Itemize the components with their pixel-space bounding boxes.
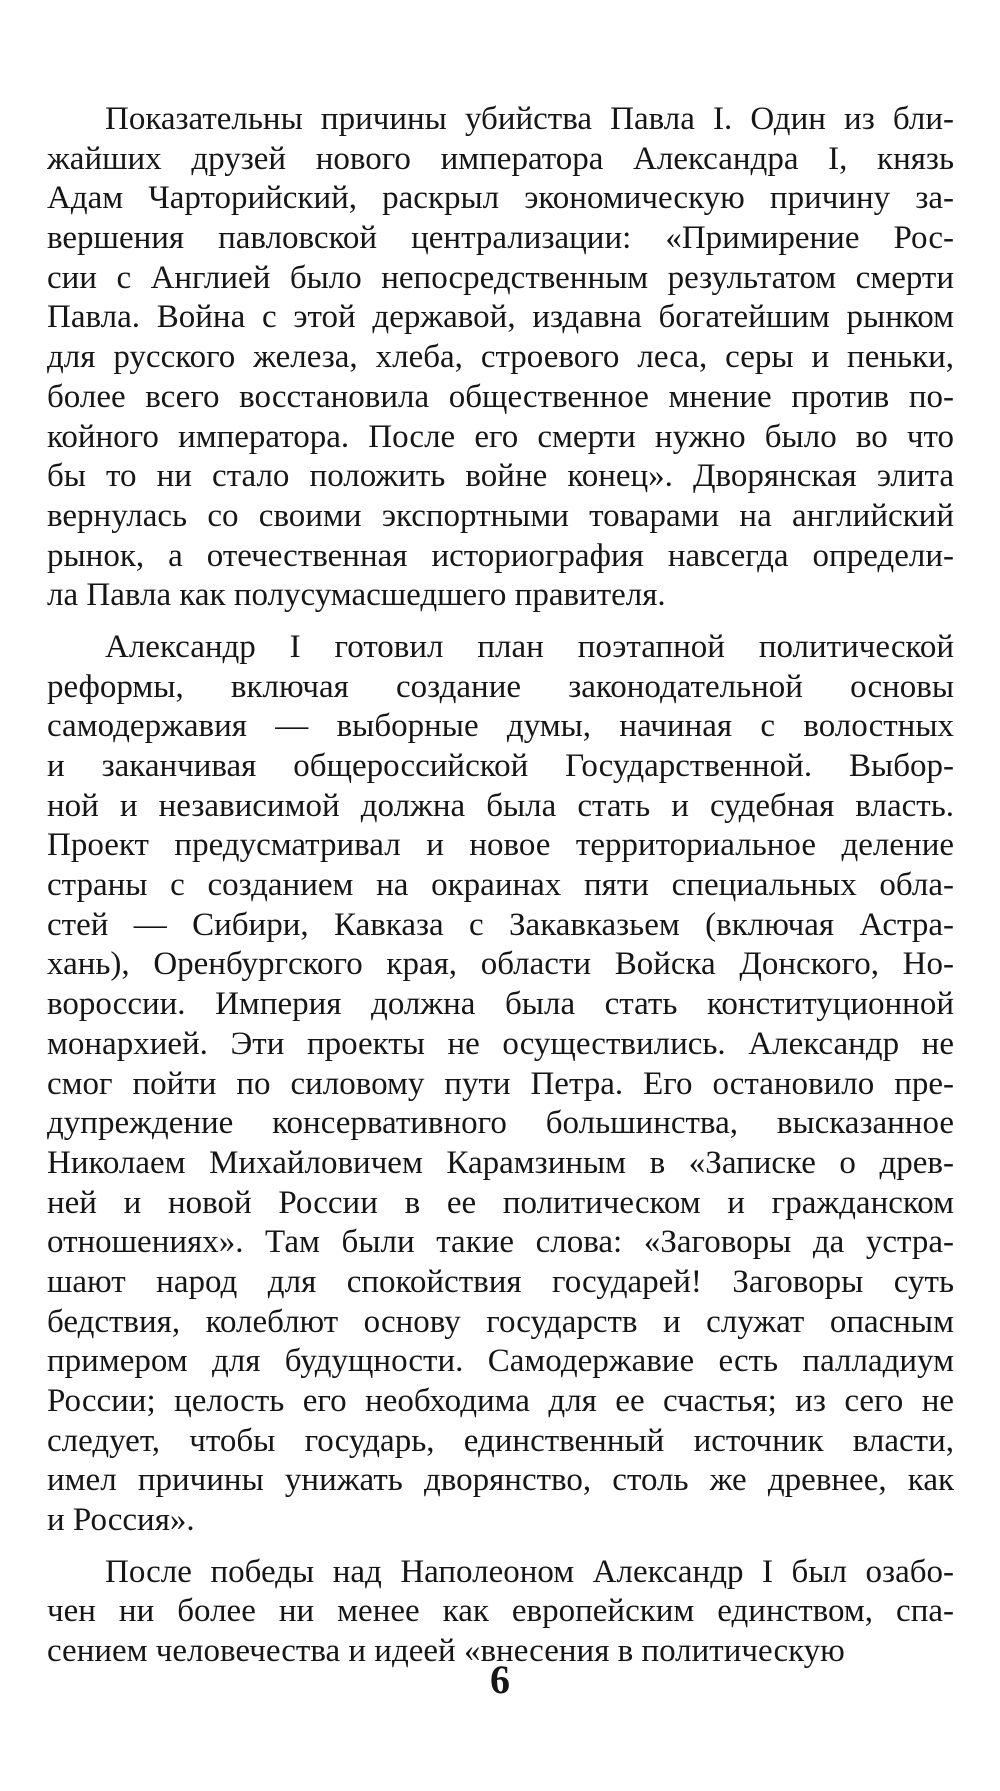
text-line: жайших друзей нового императора Александра I, князь	[47, 140, 954, 177]
text-line: и заканчивая общероссийской Государственной. Выбор-	[47, 748, 954, 784]
text-line: сии с Англией было непосредственным результатом смерти	[47, 259, 954, 296]
text-line: Александр I готовил план поэтапной политической	[105, 628, 954, 665]
text-line: смог пойти по силовому пути Петра. Его остановило пре-	[47, 1065, 954, 1102]
text-line: дупреждение консервативного большинства, высказанное	[47, 1105, 954, 1142]
paragraph	[47, 100, 954, 616]
body-text	[47, 100, 954, 1672]
text-line: После победы над Наполеоном Александр I был озабо-	[105, 1553, 954, 1590]
text-line: шают народ для спокойствия государей! Заговоры суть	[47, 1263, 954, 1300]
text-line: Проект предусматривал и новое территориальное деление	[47, 827, 954, 864]
text-line: вернулась со своими экспортными товарами на английский	[47, 497, 954, 534]
text-line: и Россия».	[47, 1502, 195, 1539]
text-line: следует, чтобы государь, единственный источник власти,	[47, 1422, 954, 1459]
text-line: вершения павловской централизации: «Примирение Рос-	[47, 220, 954, 257]
paragraph-gap	[47, 616, 954, 628]
text-line: монархией. Эти проекты не осуществились. Александр не	[47, 1025, 954, 1062]
text-line: бедствия, колеблют основу государств и служат опасным	[47, 1303, 954, 1340]
text-line: вороссии. Империя должна была стать конституционной	[47, 986, 954, 1023]
paragraph-gap	[47, 1541, 954, 1553]
text-line: самодержавия — выборные думы, начиная с волостных	[47, 708, 954, 745]
text-line: рынок, а отечественная историография навсегда определи-	[47, 537, 954, 574]
text-line: более всего восстановила общественное мнение против по-	[47, 378, 954, 415]
page-number: 6	[490, 1657, 510, 1702]
text-line: бы то ни стало положить войне конец». Дворянская элита	[47, 458, 954, 495]
text-line: чен ни более ни менее как европейским единством, спа-	[47, 1593, 954, 1630]
text-line: Адам Чарторийский, раскрыл экономическую причину за-	[47, 180, 954, 217]
text-line: имел причины унижать дворянство, столь же древнее, как	[47, 1462, 954, 1499]
text-line: России; целость его необходима для ее счастья; из сего не	[47, 1383, 954, 1419]
text-line: страны с созданием на окраинах пяти специальных обла-	[47, 867, 954, 904]
text-line: примером для будущности. Самодержавие есть палладиум	[47, 1343, 954, 1380]
text-line: реформы, включая создание законодательной основы	[47, 668, 954, 705]
paragraph	[47, 1553, 954, 1672]
text-line: Николаем Михайловичем Карамзиным в «Записке о древ-	[47, 1144, 954, 1181]
text-line: для русского железа, хлеба, строевого леса, серы и пеньки,	[47, 339, 954, 376]
text-line: ной и независимой должна была стать и судебная власть.	[47, 787, 954, 824]
text-line: хань), Оренбургского края, области Войска Донского, Но-	[47, 946, 954, 983]
text-line: Показательны причины убийства Павла I. Один из бли-	[105, 101, 954, 137]
paragraph	[47, 628, 954, 1541]
text-line: сением человечества и идеей «внесения в политическую	[47, 1633, 845, 1670]
text-line: стей — Сибири, Кавказа с Закавказьем (включая Астра-	[47, 906, 954, 943]
text-line: койного императора. После его смерти нужно было во что	[47, 418, 954, 455]
text-line: ла Павла как полусумасшедшего правителя.	[47, 577, 666, 614]
text-line: Павла. Война с этой державой, издавна богатейшим рынком	[47, 299, 954, 336]
text-line: ней и новой России в ее политическом и гражданском	[47, 1184, 954, 1221]
text-line: отношениях». Там были такие слова: «Заговоры да устра-	[47, 1224, 954, 1261]
